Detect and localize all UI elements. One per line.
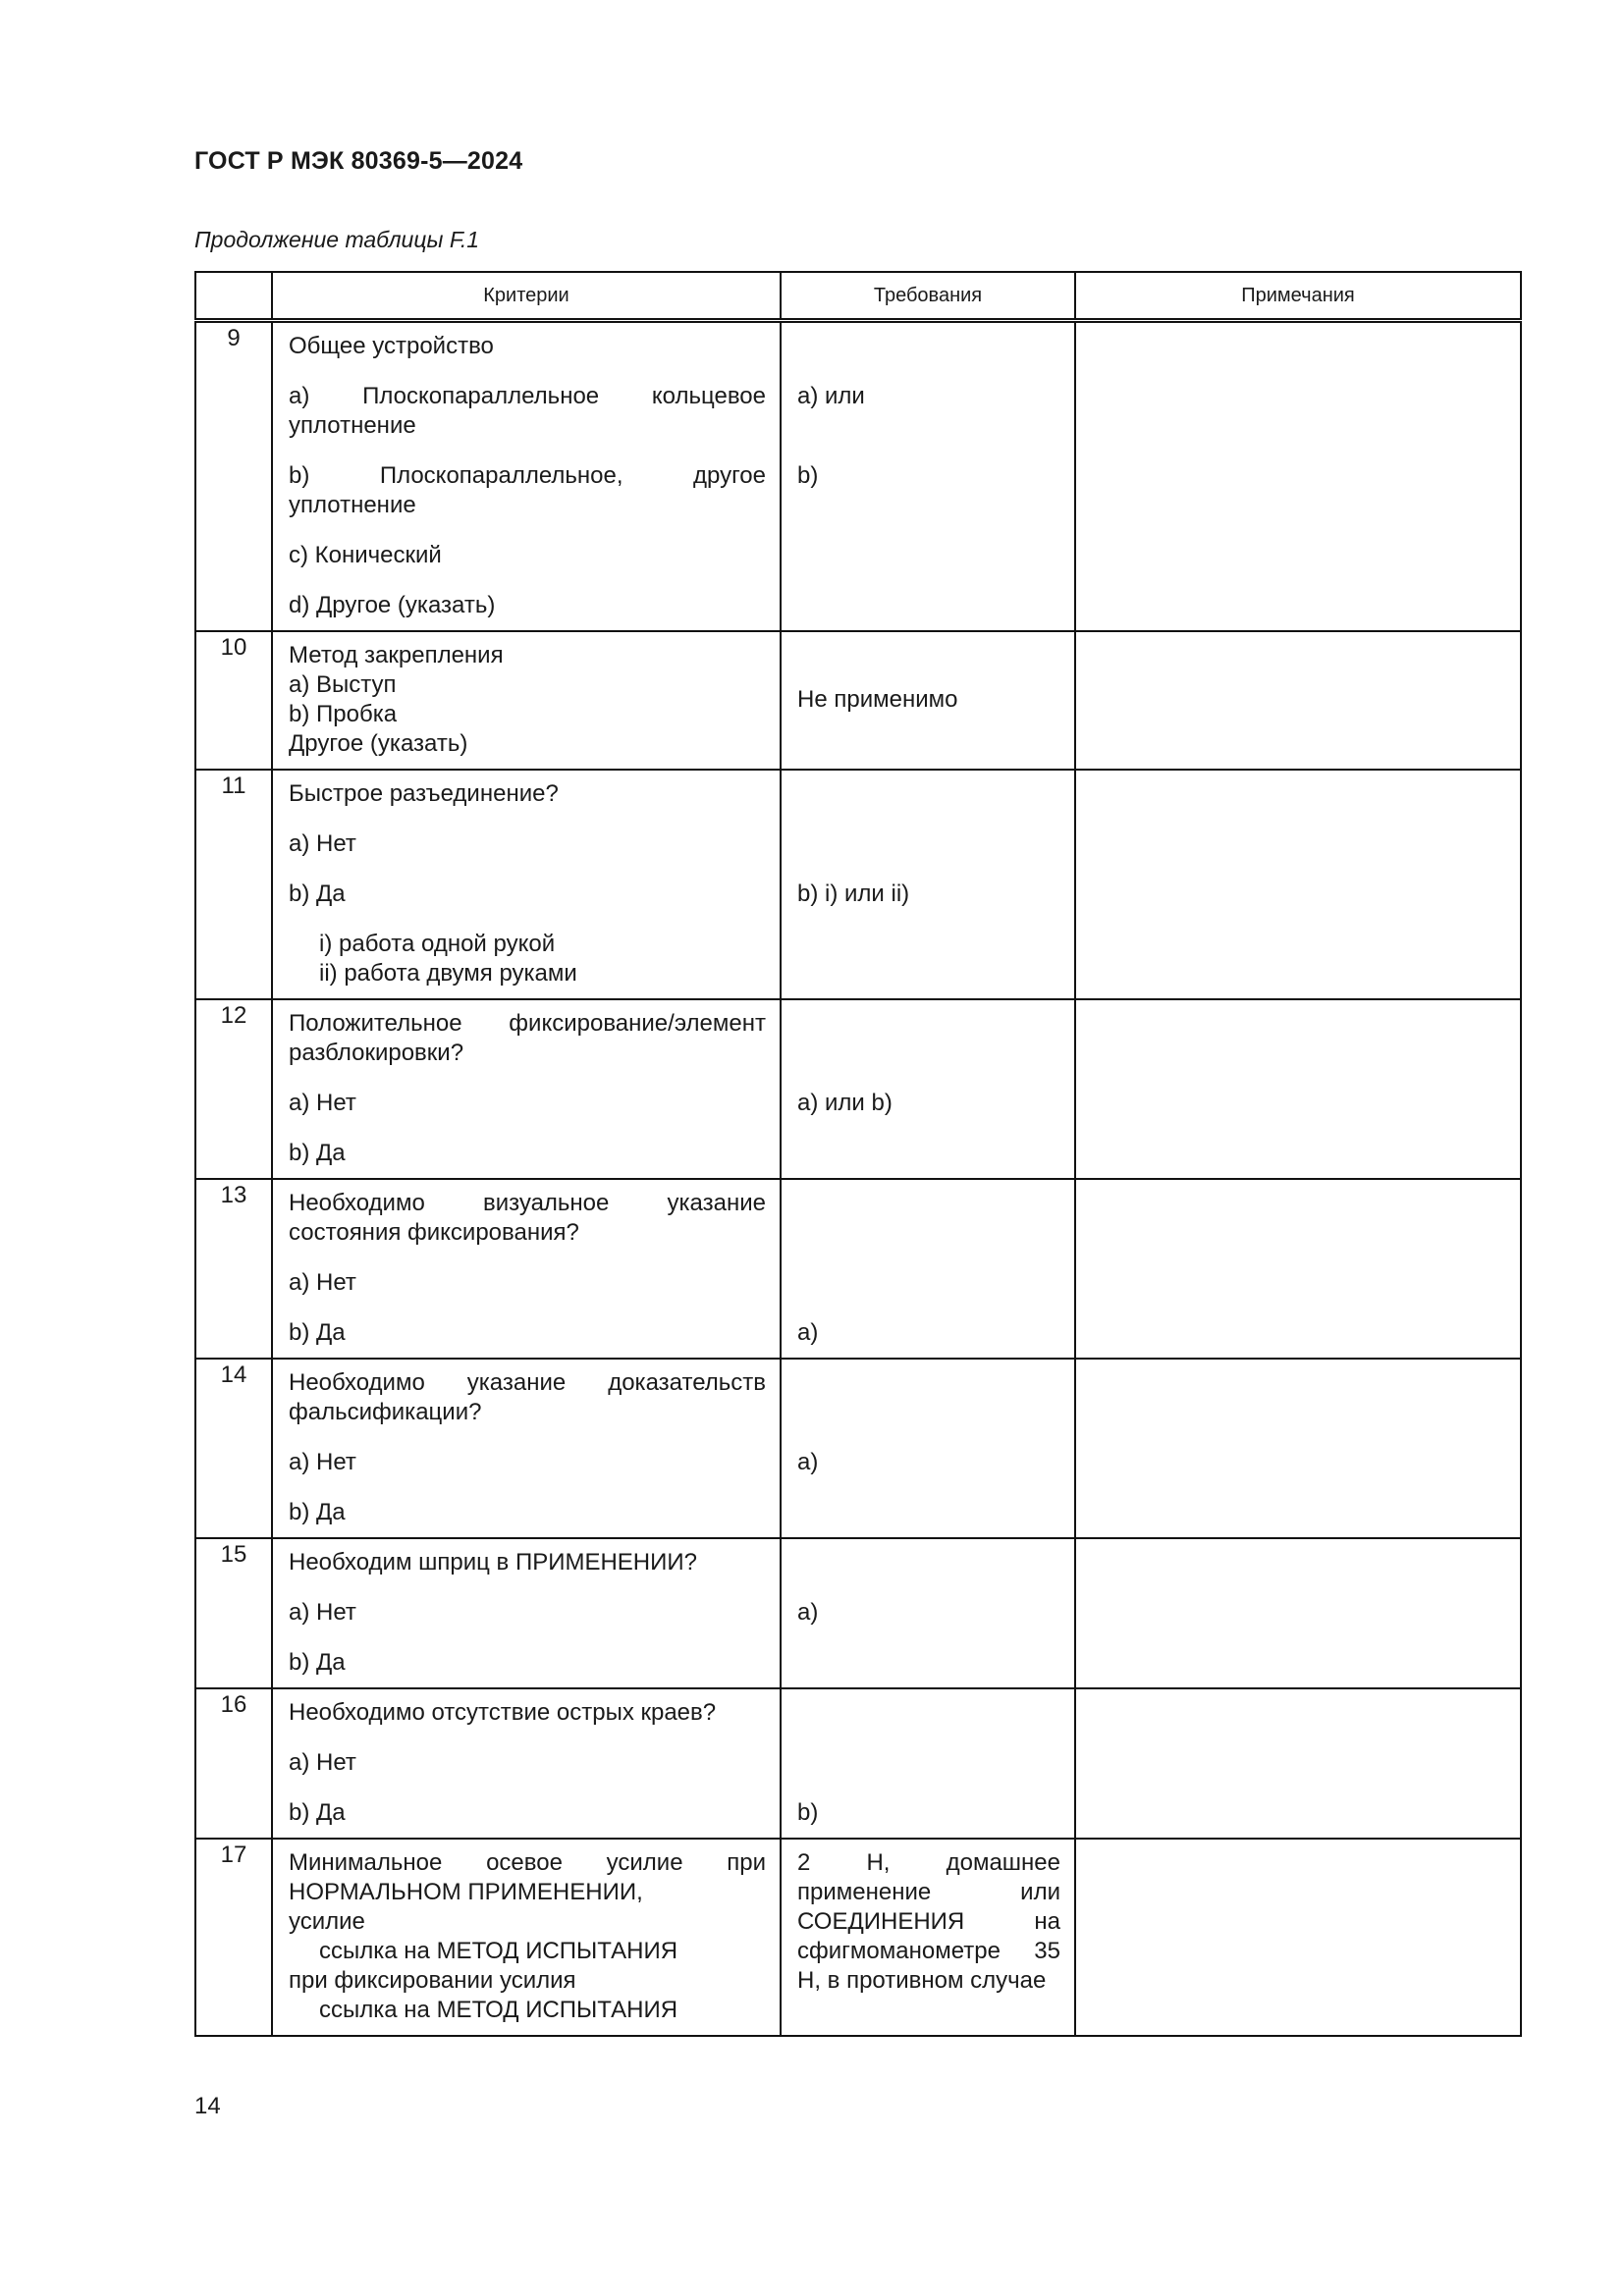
- criteria-block: [289, 1368, 766, 1427]
- row-number: 9: [195, 321, 272, 632]
- requirements-cell: [781, 999, 1075, 1179]
- requirements-cell: [781, 1359, 1075, 1538]
- notes-cell: [1075, 1538, 1521, 1688]
- criteria-line: а) Выступ: [289, 671, 397, 698]
- criteria-block: [289, 779, 766, 809]
- criteria-block: [289, 1548, 766, 1577]
- table-row: [195, 1359, 1521, 1538]
- row-number: 10: [195, 631, 272, 770]
- requirements-cell: [781, 631, 1075, 770]
- criteria-line: Метод закрепления: [289, 642, 504, 668]
- criteria-line: Минимальное осевое усилие при НОРМАЛЬНОМ ПРИМЕНЕНИИ,: [289, 1849, 766, 1905]
- criteria-block: [289, 1189, 766, 1248]
- criteria-block: [289, 880, 766, 909]
- column-header-criteria: Критерии: [272, 272, 781, 321]
- criteria-block: [289, 591, 766, 620]
- requirement-text: а) или: [797, 383, 865, 409]
- notes-cell: [1075, 631, 1521, 770]
- criteria-line: а) Нет: [289, 1269, 356, 1296]
- table-row: [195, 1179, 1521, 1359]
- criteria-block: [289, 1089, 766, 1118]
- criteria-cell: [272, 1359, 781, 1538]
- criteria-line: Общее устройство: [289, 333, 494, 359]
- criteria-cell: [272, 631, 781, 770]
- criteria-line: Необходимо указание доказательств фальсификации?: [289, 1369, 766, 1425]
- requirements-cell: [781, 1688, 1075, 1839]
- requirement-text: а): [797, 1449, 819, 1475]
- criteria-block: [289, 1648, 766, 1678]
- criteria-block: [289, 1598, 766, 1628]
- criteria-cell: [272, 999, 781, 1179]
- criteria-line: b) Да: [289, 1799, 346, 1826]
- criteria-block: [289, 641, 766, 759]
- notes-cell: [1075, 1688, 1521, 1839]
- criteria-line: а) Нет: [289, 830, 356, 857]
- requirements-cell: [781, 321, 1075, 632]
- criteria-block: [289, 1498, 766, 1527]
- table-row: [195, 770, 1521, 999]
- requirement-text: Не применимо: [797, 686, 958, 713]
- criteria-line: Быстрое разъединение?: [289, 780, 559, 807]
- criteria-line: b) Да: [289, 1649, 346, 1676]
- criteria-block: [289, 1009, 766, 1068]
- requirements-cell: [781, 1839, 1075, 2036]
- notes-cell: [1075, 770, 1521, 999]
- criteria-line: c) Конический: [289, 542, 442, 568]
- criteria-line: Необходим шприц в ПРИМЕНЕНИИ?: [289, 1549, 697, 1575]
- criteria-cell: [272, 1839, 781, 2036]
- column-header-num: [195, 272, 272, 321]
- criteria-line: а) Нет: [289, 1090, 356, 1116]
- criteria-block: [289, 930, 766, 988]
- criteria-line: ii) работа двумя руками: [319, 960, 577, 987]
- notes-cell: [1075, 1179, 1521, 1359]
- requirement-text: а): [797, 1319, 819, 1346]
- notes-cell: [1075, 999, 1521, 1179]
- criteria-cell: [272, 1179, 781, 1359]
- criteria-line: ссылка на МЕТОД ИСПЫТАНИЯ: [319, 1997, 678, 2023]
- criteria-line: b) Пробка: [289, 701, 398, 727]
- table-row: [195, 1688, 1521, 1839]
- criteria-block: [289, 1937, 766, 1966]
- requirements-cell: [781, 770, 1075, 999]
- criteria-cell: [272, 1688, 781, 1839]
- criteria-cell: [272, 321, 781, 632]
- row-number: 11: [195, 770, 272, 999]
- table-row: [195, 1839, 1521, 2036]
- table-body: [195, 321, 1521, 2037]
- requirement-text: а) или b): [797, 1090, 893, 1116]
- criteria-line: а) Нет: [289, 1449, 356, 1475]
- criteria-line: усилие: [289, 1908, 365, 1935]
- row-number: 14: [195, 1359, 272, 1538]
- table-row: [195, 631, 1521, 770]
- document-header: ГОСТ Р МЭК 80369-5—2024: [194, 147, 523, 175]
- notes-cell: [1075, 1839, 1521, 2036]
- criteria-line: а) Нет: [289, 1599, 356, 1626]
- criteria-block: [289, 1448, 766, 1477]
- criteria-block: [289, 829, 766, 859]
- notes-cell: [1075, 1359, 1521, 1538]
- criteria-line: а) Плоскопараллельное кольцевое уплотнение: [289, 383, 766, 439]
- criteria-line: Положительное фиксирование/элемент разблокировки?: [289, 1010, 766, 1066]
- criteria-block: [289, 461, 766, 520]
- criteria-block: [289, 1848, 766, 1937]
- row-number: 13: [195, 1179, 272, 1359]
- row-number: 12: [195, 999, 272, 1179]
- criteria-block: [289, 1996, 766, 2025]
- requirements-cell: [781, 1538, 1075, 1688]
- criteria-cell: [272, 1538, 781, 1688]
- requirement-text: 2 Н, домашнее применение или СОЕДИНЕНИЯ на сфигмоманометре 35 Н, в противном случае: [797, 1849, 1060, 1994]
- criteria-block: [289, 1798, 766, 1828]
- criteria-line: ссылка на МЕТОД ИСПЫТАНИЯ: [319, 1938, 678, 1964]
- criteria-table: [194, 271, 1522, 2037]
- table-row: [195, 999, 1521, 1179]
- criteria-cell: [272, 770, 781, 999]
- table-header-row: [195, 272, 1521, 321]
- criteria-block: [289, 1966, 766, 1996]
- criteria-block: [289, 1139, 766, 1168]
- criteria-block: [289, 541, 766, 570]
- criteria-line: при фиксировании усилия: [289, 1967, 576, 1994]
- requirements-cell: [781, 1179, 1075, 1359]
- requirement-text: b) i) или ii): [797, 881, 910, 907]
- requirement-text: b): [797, 462, 819, 489]
- criteria-block: [289, 1318, 766, 1348]
- criteria-line: i) работа одной рукой: [319, 931, 556, 957]
- requirement-text: b): [797, 1799, 819, 1826]
- criteria-line: b) Да: [289, 1499, 346, 1525]
- criteria-block: [289, 382, 766, 441]
- criteria-line: b) Да: [289, 1319, 346, 1346]
- criteria-line: а) Нет: [289, 1749, 356, 1776]
- notes-cell: [1075, 321, 1521, 632]
- criteria-line: Другое (указать): [289, 730, 468, 757]
- criteria-line: Необходимо визуальное указание состояния фиксирования?: [289, 1190, 766, 1246]
- criteria-line: b) Да: [289, 1140, 346, 1166]
- criteria-line: b) Плоскопараллельное, другое уплотнение: [289, 462, 766, 518]
- row-number: 15: [195, 1538, 272, 1688]
- requirement-text: а): [797, 1599, 819, 1626]
- criteria-line: d) Другое (указать): [289, 592, 496, 618]
- table-row: [195, 1538, 1521, 1688]
- criteria-block: [289, 332, 766, 361]
- column-header-notes: Примечания: [1075, 272, 1521, 321]
- table-row: [195, 321, 1521, 632]
- page-number: 14: [194, 2093, 221, 2119]
- criteria-block: [289, 1698, 766, 1728]
- criteria-block: [289, 1748, 766, 1778]
- column-header-requirements: Требования: [781, 272, 1075, 321]
- row-number: 17: [195, 1839, 272, 2036]
- criteria-line: Необходимо отсутствие острых краев?: [289, 1699, 717, 1726]
- row-number: 16: [195, 1688, 272, 1839]
- criteria-line: b) Да: [289, 881, 346, 907]
- table-caption: Продолжение таблицы F.1: [194, 227, 480, 252]
- criteria-block: [289, 1268, 766, 1298]
